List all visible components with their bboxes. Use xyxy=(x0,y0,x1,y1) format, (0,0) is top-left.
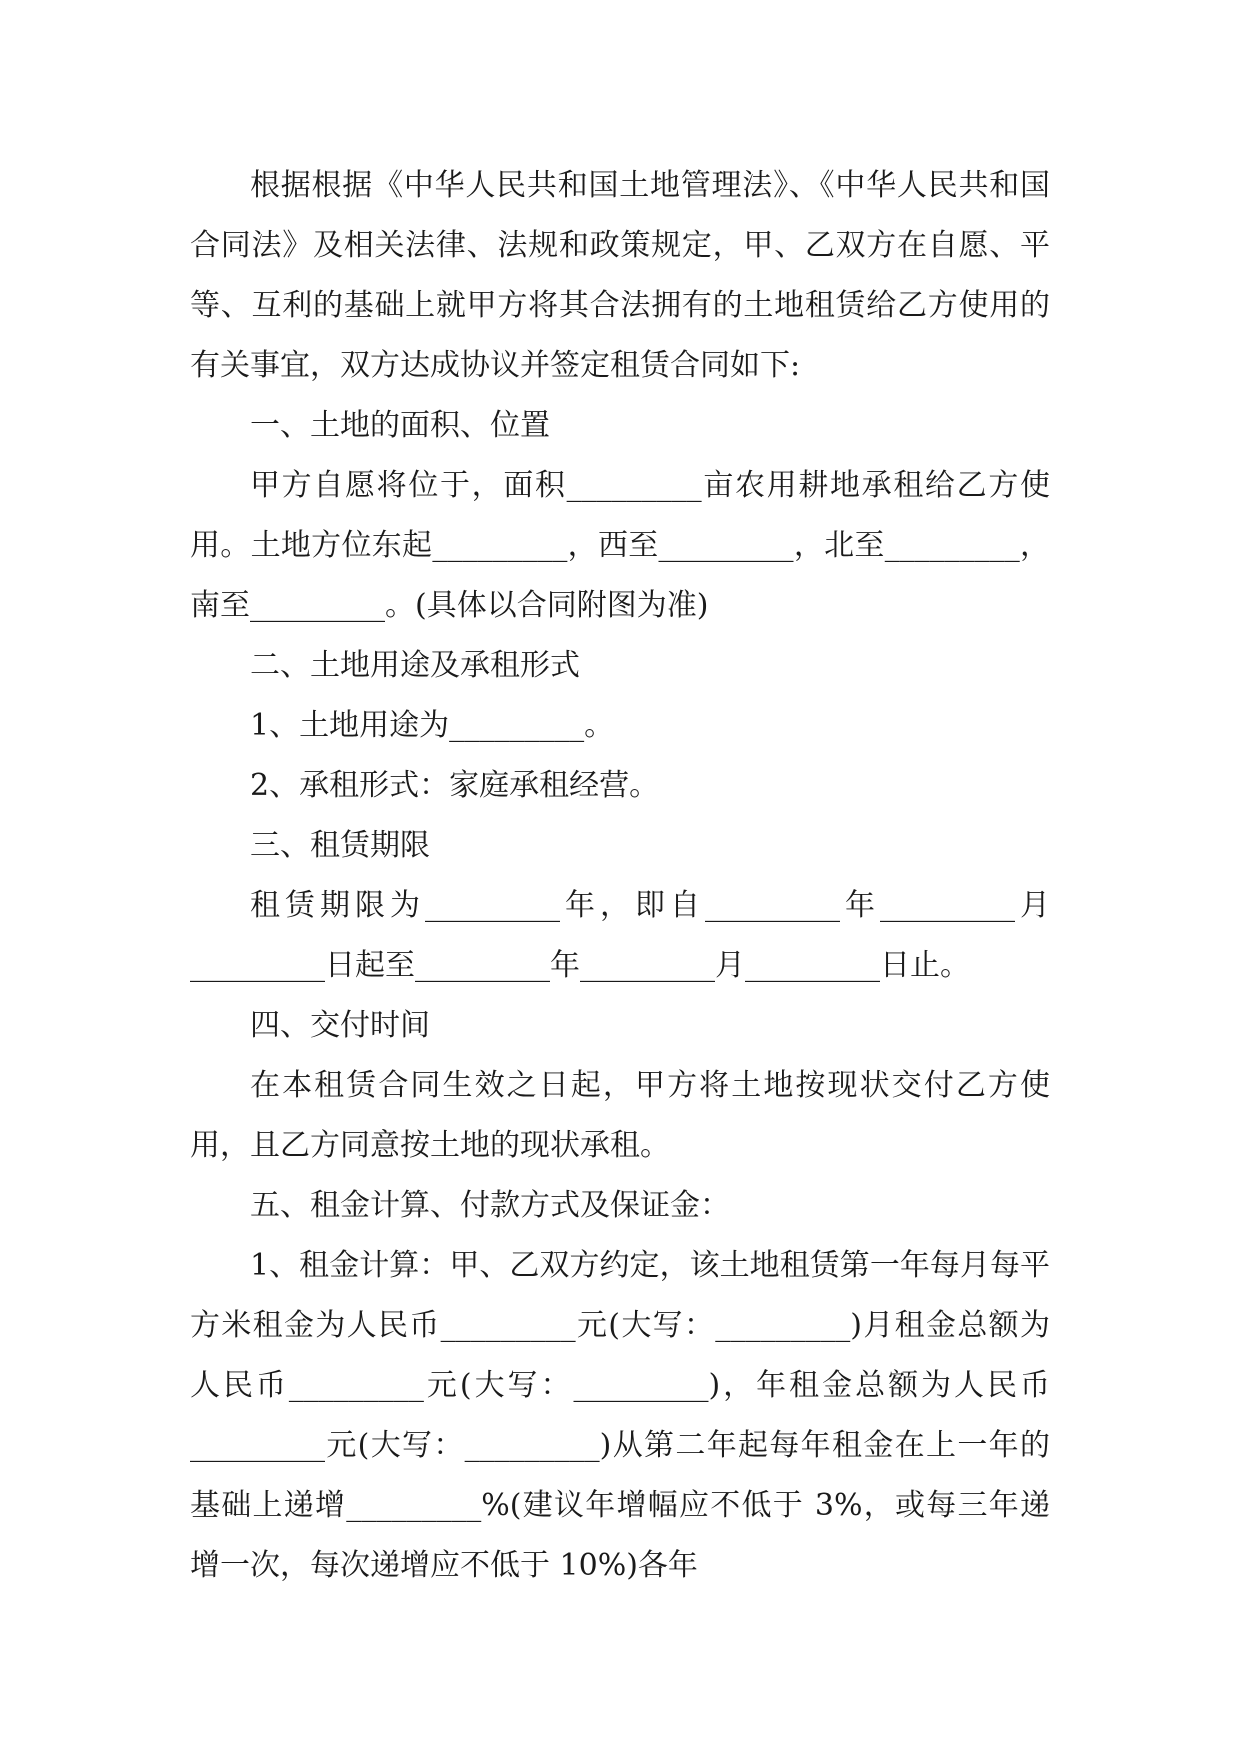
lease-form-item: 2、承租形式：家庭承租经营。 xyxy=(250,768,660,803)
section-heading-lease-term: 三、租赁期限 xyxy=(250,828,430,863)
land-location-paragraph: 甲方自愿将位于，面积_________亩农用耕地承租给乙方使用。土地方位东起_________，西至_________，北至_________，南至_________。(具体以合同附图为准) xyxy=(190,468,1050,623)
land-use-item: 1、土地用途为_________。 xyxy=(250,708,615,743)
section-heading-land-use: 二、土地用途及承租形式 xyxy=(250,648,580,683)
section-heading-land-area: 一、土地的面积、位置 xyxy=(250,408,550,443)
contract-body xyxy=(190,156,1050,1596)
delivery-paragraph: 在本租赁合同生效之日起，甲方将土地按现状交付乙方使用，且乙方同意按土地的现状承租。 xyxy=(190,1068,1050,1163)
section-heading-rent: 五、租金计算、付款方式及保证金： xyxy=(250,1188,730,1223)
section-heading-delivery: 四、交付时间 xyxy=(250,1008,430,1043)
intro-paragraph: 根据根据《中华人民共和国土地管理法》、《中华人民共和国合同法》及相关法律、法规和政策规定，甲、乙双方在自愿、平等、互利的基础上就甲方将其合法拥有的土地租赁给乙方使用的有关事宜，双方达成协议并签定租赁合同如下: xyxy=(190,168,1050,383)
lease-term-paragraph: 租赁期限为_________年，即自_________年_________月_________日起至_________年_________月_________日止。 xyxy=(190,888,1050,983)
rent-calculation-paragraph: 1、租金计算：甲、乙双方约定，该土地租赁第一年每月每平方米租金为人民币_________元(大写：_________)月租金总额为人民币_________元(大写：_________)，年租金总额为人民币_________元(大写：_________)从第二年起每年租金在上一年的基础上递增_________%(建议年增幅应不低于 3%，或每三年递增一次，每次递增应不低于 10%)各年 xyxy=(190,1248,1050,1583)
